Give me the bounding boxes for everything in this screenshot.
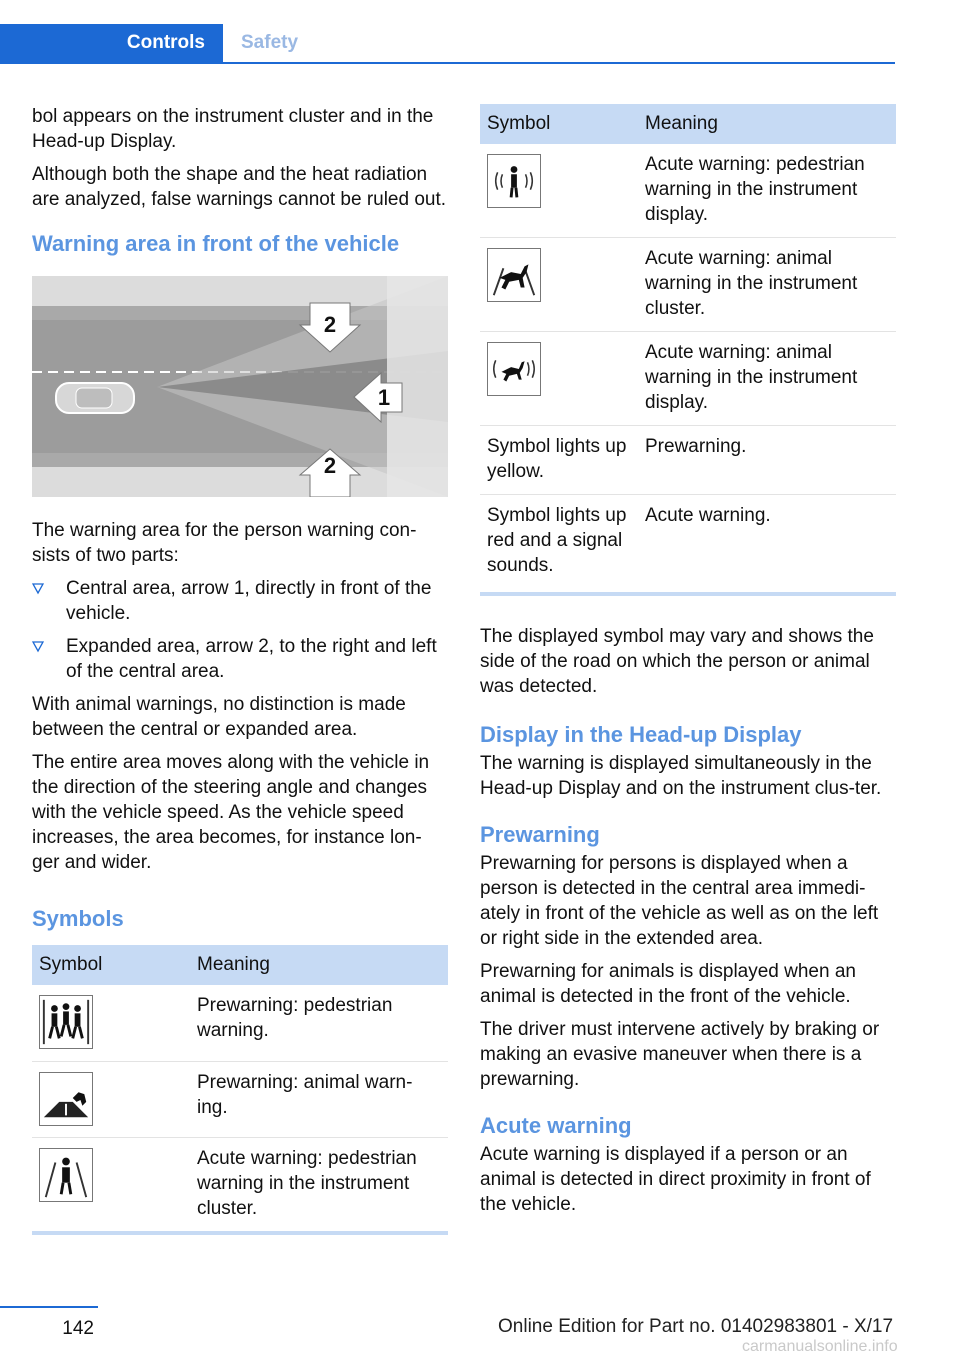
arrow-label-1: 1 bbox=[377, 385, 391, 410]
paragraph: The warning is displayed simultaneously in the Head-up Display and on the instrument clus-ter. bbox=[480, 753, 882, 799]
symbols-table-left bbox=[32, 945, 448, 1235]
right-column bbox=[480, 104, 896, 1225]
symbol-cell: Symbol lights up red and a signal sounds. bbox=[480, 495, 638, 595]
meaning-cell: Acute warning: pedestrian warning in the instrument display. bbox=[638, 144, 896, 238]
meaning-cell: Acute warning: animal warning in the instrument display. bbox=[638, 332, 896, 426]
deer-waves-icon bbox=[487, 342, 541, 396]
table-header-row bbox=[32, 945, 448, 985]
pedestrian-road-icon bbox=[39, 1148, 93, 1202]
arrow-label-2-top: 2 bbox=[323, 312, 337, 337]
section-tabs bbox=[0, 24, 895, 64]
triangle-bullet-icon bbox=[32, 641, 44, 653]
list-item bbox=[32, 634, 448, 684]
col-header-symbol: Symbol bbox=[32, 945, 190, 985]
table-row bbox=[32, 1137, 448, 1233]
bullet-list bbox=[32, 576, 448, 684]
meaning-cell: Acute warning. bbox=[638, 495, 896, 595]
arrow-label-2-bottom: 2 bbox=[323, 453, 337, 478]
col-header-meaning: Meaning bbox=[638, 104, 896, 144]
watermark: carmanualsonline.info bbox=[742, 1338, 898, 1355]
paragraph: The warning area for the person warning con-sists of two parts: bbox=[32, 520, 417, 566]
paragraph: bol appears on the instrument cluster and in the Head-up Display. bbox=[32, 106, 434, 152]
paragraph: The entire area moves along with the vehicle in the direction of the steering angle and changes with the vehicle speed. As the vehicle speed increases, the area becomes, for instance lon-ger and wider. bbox=[32, 752, 430, 873]
deer-icon bbox=[487, 248, 541, 302]
meaning-cell: Prewarning: pedestrian warning. bbox=[190, 985, 448, 1061]
table-row bbox=[480, 238, 896, 332]
paragraph: Acute warning is displayed if a person or an animal is detected in direct proximity in front of the vehicle. bbox=[480, 1144, 871, 1215]
list-item-text: Central area, arrow 1, directly in front of the vehicle. bbox=[66, 578, 432, 624]
pedestrian-waves-icon bbox=[487, 154, 541, 208]
paragraph: The driver must intervene actively by braking or making an evasive maneuver when there is a prewarning. bbox=[480, 1019, 880, 1090]
col-header-meaning: Meaning bbox=[190, 945, 448, 985]
paragraph: Prewarning for animals is displayed when an animal is detected in the front of the vehicle. bbox=[480, 961, 856, 1007]
table-row bbox=[32, 985, 448, 1061]
car-icon bbox=[56, 383, 134, 413]
symbols-table-right bbox=[480, 104, 896, 596]
page-number: 142 bbox=[0, 1306, 98, 1340]
triangle-bullet-icon bbox=[32, 583, 44, 595]
table-row bbox=[480, 332, 896, 426]
pedestrian-group-icon bbox=[39, 995, 93, 1049]
paragraph: The displayed symbol may vary and shows the side of the road on which the person or animal was detected. bbox=[480, 626, 874, 697]
tab-safety[interactable]: Safety bbox=[241, 32, 299, 53]
section-heading-hud: Display in the Head-up Display bbox=[480, 722, 802, 747]
meaning-cell: Acute warning: pedestrian warning in the instrument cluster. bbox=[190, 1137, 448, 1233]
section-heading-prewarning: Prewarning bbox=[480, 822, 600, 847]
symbol-cell: Symbol lights up yellow. bbox=[480, 426, 638, 495]
table-row bbox=[480, 144, 896, 238]
table-row bbox=[480, 495, 896, 595]
col-header-symbol: Symbol bbox=[480, 104, 638, 144]
section-heading-symbols: Symbols bbox=[32, 906, 124, 931]
table-header-row bbox=[480, 104, 896, 144]
paragraph: Although both the shape and the heat radiation are analyzed, false warnings cannot be ruled out. bbox=[32, 164, 447, 210]
list-item bbox=[32, 576, 448, 626]
table-row bbox=[32, 1061, 448, 1137]
table-row bbox=[480, 426, 896, 495]
meaning-cell: Prewarning: animal warn-ing. bbox=[190, 1061, 448, 1137]
left-column bbox=[32, 104, 448, 1235]
edition-footer: Online Edition for Part no. 01402983801 - X/17 bbox=[498, 1316, 894, 1337]
meaning-cell: Prewarning. bbox=[638, 426, 896, 495]
paragraph: With animal warnings, no distinction is made between the central or expanded area. bbox=[32, 694, 406, 740]
meaning-cell: Acute warning: animal warning in the instrument cluster. bbox=[638, 238, 896, 332]
section-heading-acute: Acute warning bbox=[480, 1113, 632, 1138]
animal-road-icon bbox=[39, 1072, 93, 1126]
tab-controls[interactable]: Controls bbox=[0, 24, 223, 62]
list-item-text: Expanded area, arrow 2, to the right and left of the central area. bbox=[66, 636, 437, 682]
paragraph: Prewarning for persons is displayed when a person is detected in the central area immedi-ately in front of the vehicle as well as on the left or right side in the extended area. bbox=[480, 853, 879, 949]
section-heading-warning-area: Warning area in front of the vehicle bbox=[32, 231, 400, 256]
warning-area-figure bbox=[32, 276, 448, 497]
